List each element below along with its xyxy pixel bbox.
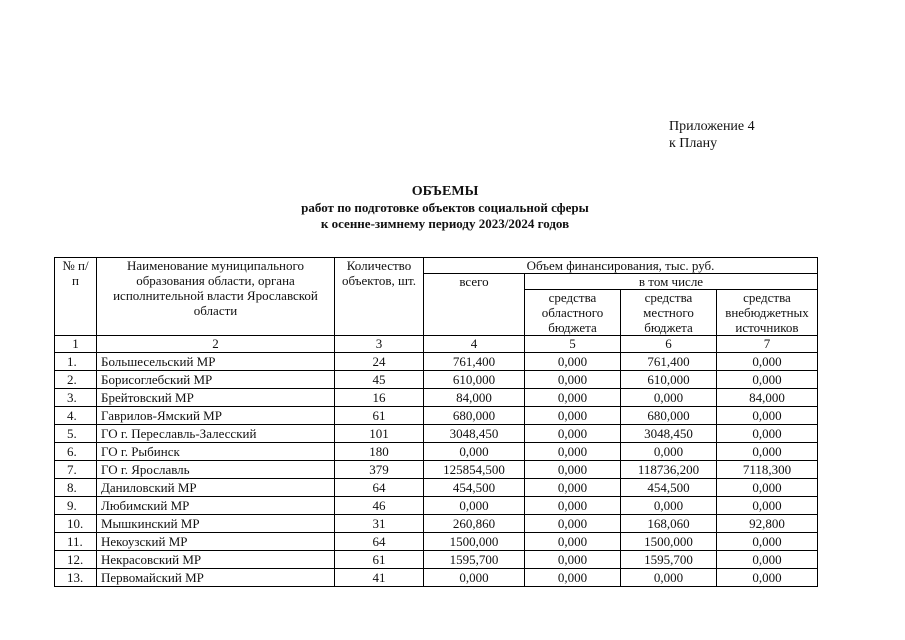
regional-budget: 0,000 — [525, 515, 621, 533]
municipality-name: Брейтовский МР — [97, 389, 335, 407]
header-num: № п/п — [55, 258, 97, 336]
regional-budget: 0,000 — [525, 389, 621, 407]
total-funding: 3048,450 — [424, 425, 525, 443]
title-line-3: к осенне-зимнему периоду 2023/2024 годов — [320, 216, 570, 231]
extra-budget: 0,000 — [717, 551, 818, 569]
total-funding: 1500,000 — [424, 533, 525, 551]
object-count: 16 — [335, 389, 424, 407]
local-budget: 118736,200 — [621, 461, 717, 479]
regional-budget: 0,000 — [525, 371, 621, 389]
header-row-1 — [55, 258, 818, 274]
extra-budget: 84,000 — [717, 389, 818, 407]
local-budget: 610,000 — [621, 371, 717, 389]
row-index: 3. — [55, 389, 97, 407]
appendix-plan-ref: к Плану — [669, 136, 718, 151]
table-row — [55, 515, 818, 533]
regional-budget: 0,000 — [525, 497, 621, 515]
header-extra: средства внебюджетных источников — [717, 290, 818, 336]
extra-budget: 7118,300 — [717, 461, 818, 479]
total-funding: 125854,500 — [424, 461, 525, 479]
table-row — [55, 497, 818, 515]
regional-budget: 0,000 — [525, 479, 621, 497]
local-budget: 761,400 — [621, 353, 717, 371]
municipality-name: Даниловский МР — [97, 479, 335, 497]
total-funding: 1595,700 — [424, 551, 525, 569]
municipality-name: Некрасовский МР — [97, 551, 335, 569]
local-budget: 1595,700 — [621, 551, 717, 569]
total-funding: 680,000 — [424, 407, 525, 425]
column-number: 2 — [97, 336, 335, 353]
total-funding: 0,000 — [424, 569, 525, 587]
regional-budget: 0,000 — [525, 569, 621, 587]
local-budget: 168,060 — [621, 515, 717, 533]
regional-budget: 0,000 — [525, 551, 621, 569]
municipality-name: Большесельский МР — [97, 353, 335, 371]
total-funding: 0,000 — [424, 497, 525, 515]
table-row — [55, 371, 818, 389]
local-budget: 0,000 — [621, 443, 717, 461]
row-index: 13. — [55, 569, 97, 587]
column-number: 3 — [335, 336, 424, 353]
local-budget: 3048,450 — [621, 425, 717, 443]
extra-budget: 0,000 — [717, 533, 818, 551]
total-funding: 260,860 — [424, 515, 525, 533]
header-regional: средства областного бюджета — [525, 290, 621, 336]
extra-budget: 0,000 — [717, 479, 818, 497]
extra-budget: 0,000 — [717, 371, 818, 389]
object-count: 24 — [335, 353, 424, 371]
total-funding: 84,000 — [424, 389, 525, 407]
appendix-number: Приложение 4 — [669, 119, 755, 134]
local-budget: 454,500 — [621, 479, 717, 497]
object-count: 101 — [335, 425, 424, 443]
table-row — [55, 479, 818, 497]
table-row — [55, 551, 818, 569]
header-total: всего — [424, 274, 525, 336]
extra-budget: 0,000 — [717, 407, 818, 425]
column-number: 1 — [55, 336, 97, 353]
municipality-name: Гаврилов-Ямский МР — [97, 407, 335, 425]
row-index: 2. — [55, 371, 97, 389]
total-funding: 610,000 — [424, 371, 525, 389]
header-local: средства местного бюджета — [621, 290, 717, 336]
table-row — [55, 389, 818, 407]
object-count: 64 — [335, 533, 424, 551]
object-count: 31 — [335, 515, 424, 533]
regional-budget: 0,000 — [525, 353, 621, 371]
object-count: 379 — [335, 461, 424, 479]
municipality-name: Борисоглебский МР — [97, 371, 335, 389]
extra-budget: 92,800 — [717, 515, 818, 533]
row-index: 10. — [55, 515, 97, 533]
appendix-note — [669, 118, 755, 152]
regional-budget: 0,000 — [525, 407, 621, 425]
header-funding: Объем финансирования, тыс. руб. — [424, 258, 818, 274]
local-budget: 0,000 — [621, 497, 717, 515]
total-funding: 0,000 — [424, 443, 525, 461]
table-row — [55, 533, 818, 551]
local-budget: 0,000 — [621, 389, 717, 407]
extra-budget: 0,000 — [717, 497, 818, 515]
object-count: 45 — [335, 371, 424, 389]
local-budget: 0,000 — [621, 569, 717, 587]
object-count: 41 — [335, 569, 424, 587]
total-funding: 454,500 — [424, 479, 525, 497]
document-title — [0, 184, 890, 232]
row-index: 8. — [55, 479, 97, 497]
object-count: 180 — [335, 443, 424, 461]
header-name: Наименование муниципального образования области, органа исполнительной власти Ярославской области — [97, 258, 335, 336]
column-number-row — [55, 336, 818, 353]
row-index: 9. — [55, 497, 97, 515]
regional-budget: 0,000 — [525, 461, 621, 479]
funding-table — [54, 257, 818, 587]
column-number: 5 — [525, 336, 621, 353]
title-main: ОБЪЕМЫ — [411, 184, 479, 199]
row-index: 5. — [55, 425, 97, 443]
extra-budget: 0,000 — [717, 353, 818, 371]
table-row — [55, 425, 818, 443]
total-funding: 761,400 — [424, 353, 525, 371]
extra-budget: 0,000 — [717, 425, 818, 443]
table-row — [55, 443, 818, 461]
row-index: 11. — [55, 533, 97, 551]
table-row — [55, 461, 818, 479]
local-budget: 1500,000 — [621, 533, 717, 551]
table-row — [55, 407, 818, 425]
header-count: Количество объектов, шт. — [335, 258, 424, 336]
regional-budget: 0,000 — [525, 425, 621, 443]
municipality-name: ГО г. Переславль-Залесский — [97, 425, 335, 443]
object-count: 61 — [335, 407, 424, 425]
header-including: в том числе — [525, 274, 818, 290]
municipality-name: Любимский МР — [97, 497, 335, 515]
municipality-name: Некоузский МР — [97, 533, 335, 551]
object-count: 64 — [335, 479, 424, 497]
row-index: 7. — [55, 461, 97, 479]
row-index: 4. — [55, 407, 97, 425]
column-number: 7 — [717, 336, 818, 353]
extra-budget: 0,000 — [717, 443, 818, 461]
row-index: 1. — [55, 353, 97, 371]
table-row — [55, 569, 818, 587]
object-count: 46 — [335, 497, 424, 515]
extra-budget: 0,000 — [717, 569, 818, 587]
object-count: 61 — [335, 551, 424, 569]
regional-budget: 0,000 — [525, 443, 621, 461]
title-line-2: работ по подготовке объектов социальной сферы — [301, 200, 589, 215]
row-index: 6. — [55, 443, 97, 461]
municipality-name: ГО г. Рыбинск — [97, 443, 335, 461]
column-number: 6 — [621, 336, 717, 353]
municipality-name: Первомайский МР — [97, 569, 335, 587]
municipality-name: ГО г. Ярославль — [97, 461, 335, 479]
table-row — [55, 353, 818, 371]
regional-budget: 0,000 — [525, 533, 621, 551]
column-number: 4 — [424, 336, 525, 353]
municipality-name: Мышкинский МР — [97, 515, 335, 533]
row-index: 12. — [55, 551, 97, 569]
table-body — [55, 336, 818, 587]
local-budget: 680,000 — [621, 407, 717, 425]
